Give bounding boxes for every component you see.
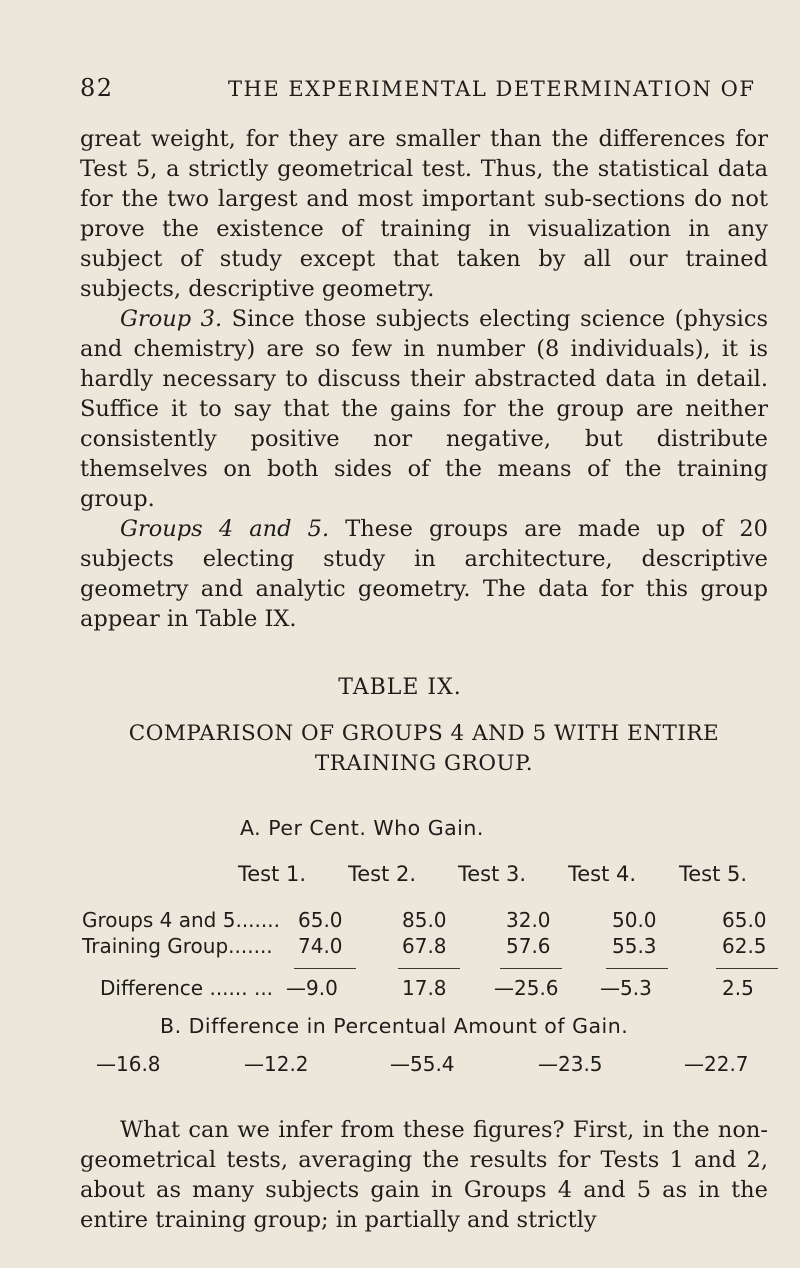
page-number: 82 [80, 74, 114, 102]
paragraph: What can we infer from these figures? First, in the non-geometrical tests, averaging the results for Tests 1 and 2, about as many subjects gain in Groups 4 and 5 as in the entire training group; in partially and strictly [80, 1117, 768, 1233]
column-header: Test 4. [568, 862, 637, 886]
table-cell: 62.5 [722, 934, 767, 958]
table-cell: 17.8 [402, 976, 447, 1000]
paragraph-text: These groups are made up of 20 subjects electing study in architecture, descriptive geometry and analytic geometry. The data for this group appear in Table IX. [80, 516, 768, 632]
table-cell: —16.8 [96, 1052, 161, 1076]
table-cell: —25.6 [494, 976, 559, 1000]
row-label: Difference ...... ... [100, 976, 274, 1000]
table-caption: COMPARISON OF GROUPS 4 AND 5 WITH ENTIRE TRAINING GROUP. [128, 721, 720, 776]
rule [716, 968, 778, 969]
table-cell: —23.5 [538, 1052, 603, 1076]
section-a-heading: A. Per Cent. Who Gain. [240, 816, 484, 840]
table-cell: —5.3 [600, 976, 652, 1000]
paragraph: great weight, for they are smaller than the differences for Test 5, a strictly geometrical test. Thus, the statistical data for the two largest and most important sub-sections do not prove the existence of training in visualization in any subject of study except that taken by all our trained subjects, descriptive geometry. [80, 126, 768, 302]
table-cell: —55.4 [390, 1052, 455, 1076]
body-text-bottom [80, 1115, 768, 1235]
column-header: Test 5. [679, 862, 748, 886]
paragraph-lead: Group 3. [120, 306, 223, 332]
running-title: THE EXPERIMENTAL DETERMINATION OF [228, 77, 756, 101]
rule [294, 968, 356, 969]
table-cell: 50.0 [612, 908, 657, 932]
paragraph-text: Since those subjects electing science (physics and chemistry) are so few in number (8 individuals), it is hardly necessary to discuss their abstracted data in detail. Suffice it to say that the gains for the group are neither consistently positive nor negative, but distribute themselves on both sides of the means of the training group. [80, 306, 768, 512]
table-cell: —22.7 [684, 1052, 749, 1076]
paragraph [80, 304, 768, 514]
table-cell: 57.6 [506, 934, 551, 958]
row-label: Groups 4 and 5....... [82, 908, 280, 932]
paragraph-lead: Groups 4 and 5. [120, 516, 330, 542]
rule [500, 968, 562, 969]
page-header [80, 74, 760, 110]
table-cell: 32.0 [506, 908, 551, 932]
table-cell: 74.0 [298, 934, 343, 958]
paragraph [80, 514, 768, 634]
column-header: Test 1. [238, 862, 307, 886]
column-header: Test 3. [458, 862, 527, 886]
table-title: TABLE IX. [338, 675, 462, 700]
body-text-top [80, 124, 768, 634]
section-b-heading: B. Difference in Percentual Amount of Gain. [160, 1014, 629, 1038]
column-header: Test 2. [348, 862, 417, 886]
table-cell: 65.0 [298, 908, 343, 932]
table-cell: 55.3 [612, 934, 657, 958]
rule [398, 968, 460, 969]
rule [606, 968, 668, 969]
table-cell: 67.8 [402, 934, 447, 958]
table-cell: 2.5 [722, 976, 754, 1000]
table-cell: 65.0 [722, 908, 767, 932]
table-cell: —9.0 [286, 976, 338, 1000]
table-cell: —12.2 [244, 1052, 309, 1076]
row-label: Training Group....... [82, 934, 273, 958]
table-cell: 85.0 [402, 908, 447, 932]
